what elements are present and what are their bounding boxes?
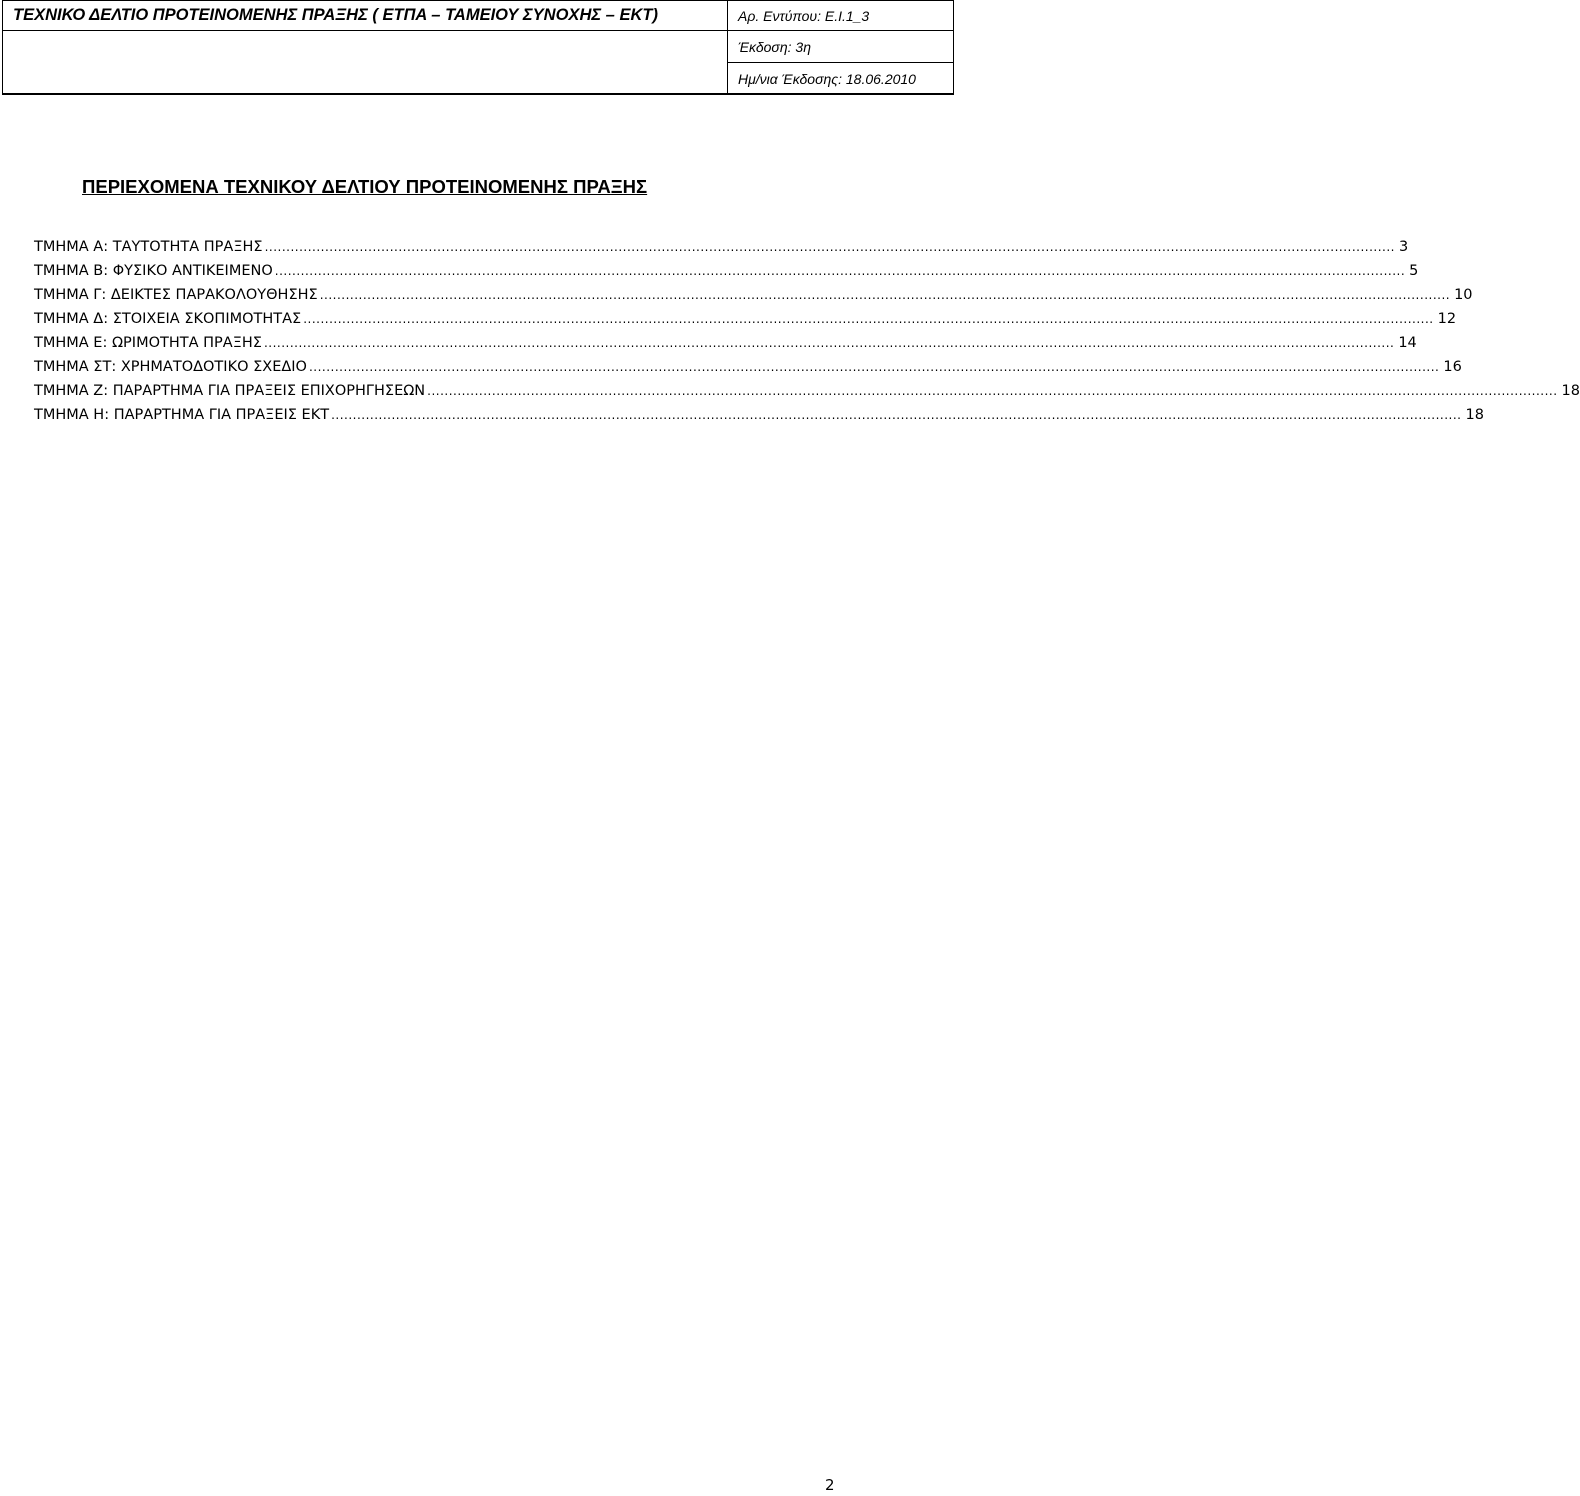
- toc-entry-label: ΤΜΗΜΑ ΣΤ: ΧΡΗΜΑΤΟΔΟΤΙΚΟ ΣΧΕΔΙΟ: [34, 359, 307, 375]
- toc-entry-label: ΤΜΗΜΑ Β: ΦΥΣΙΚΟ ΑΝΤΙΚΕΙΜΕΝΟ: [34, 263, 273, 279]
- toc-entry-label: ΤΜΗΜΑ Ζ: ΠΑΡΑΡΤΗΜΑ ΓΙΑ ΠΡΑΞΕΙΣ ΕΠΙΧΟΡΗΓΗΣΕΩΝ: [34, 383, 426, 399]
- toc-entry-label: ΤΜΗΜΑ Ε: ΩΡΙΜΟΤΗΤΑ ΠΡΑΞΗΣ: [34, 335, 262, 351]
- toc-entry-label: ΤΜΗΜΑ Η: ΠΑΡΑΡΤΗΜΑ ΓΙΑ ΠΡΑΞΕΙΣ ΕΚΤ: [34, 407, 330, 423]
- header-form-number: Αρ. Εντύπου: Ε.Ι.1_3: [728, 1, 953, 31]
- toc-entry-b[interactable]: [34, 259, 1419, 283]
- toc-entry-page: 18: [1561, 383, 1580, 399]
- toc-entry-z[interactable]: [34, 379, 1580, 403]
- toc-list: [34, 235, 1580, 427]
- page-number: 2: [825, 1476, 835, 1494]
- toc-dot-leader: [264, 331, 1394, 355]
- toc-entry-label: ΤΜΗΜΑ Δ: ΣΤΟΙΧΕΙΑ ΣΚΟΠΙΜΟΤΗΤΑΣ: [34, 311, 302, 327]
- toc-dot-leader: [303, 307, 1433, 331]
- toc-dot-leader: [265, 235, 1395, 259]
- header-edition-date: Ημ/νια Έκδοσης: 18.06.2010: [738, 70, 916, 87]
- toc-dot-leader: [275, 259, 1405, 283]
- toc-title: ΠΕΡΙΕΧΟΜΕΝΑ ΤΕΧΝΙΚΟΥ ΔΕΛΤΙΟΥ ΠΡΟΤΕΙΝΟΜΕΝΗΣ ΠΡΑΞΗΣ: [82, 176, 648, 197]
- document-header: [2, 0, 954, 95]
- toc-entry-page: 18: [1465, 407, 1484, 423]
- toc-dot-leader: [309, 355, 1439, 379]
- toc-entry-st[interactable]: [34, 355, 1462, 379]
- header-title: ΤΕΧΝΙΚΟ ΔΕΛΤΙΟ ΠΡΟΤΕΙΝΟΜΕΝΗΣ ΠΡΑΞΗΣ ( ΕΤΠΑ – ΤΑΜΕΙΟΥ ΣΥΝΟΧΗΣ – ΕΚΤ): [3, 1, 728, 31]
- toc-entry-h[interactable]: [34, 403, 1484, 427]
- toc-dot-leader: [427, 379, 1557, 403]
- toc-entry-c[interactable]: [34, 283, 1473, 307]
- toc-entry-label: ΤΜΗΜΑ Α: ΤΑΥΤΟΤΗΤΑ ΠΡΑΞΗΣ: [34, 239, 263, 255]
- toc-entry-page: 14: [1398, 335, 1417, 351]
- header-edition: Έκδοση: 3η: [728, 31, 953, 63]
- toc-entry-a[interactable]: [34, 235, 1409, 259]
- toc-entry-page: 3: [1398, 239, 1409, 255]
- toc-entry-e[interactable]: [34, 331, 1417, 355]
- toc-dot-leader: [331, 403, 1461, 427]
- header-blank-cell: [3, 31, 728, 94]
- toc-entry-page: 12: [1437, 311, 1457, 327]
- toc-dot-leader: [320, 283, 1450, 307]
- toc-entry-label: ΤΜΗΜΑ Γ: ΔΕΙΚΤΕΣ ΠΑΡΑΚΟΛΟΥΘΗΣΗΣ: [34, 287, 318, 303]
- toc-entry-page: 5: [1409, 263, 1419, 279]
- toc-entry-d[interactable]: [34, 307, 1457, 331]
- toc-entry-page: 16: [1443, 359, 1462, 375]
- toc-entry-page: 10: [1454, 287, 1473, 303]
